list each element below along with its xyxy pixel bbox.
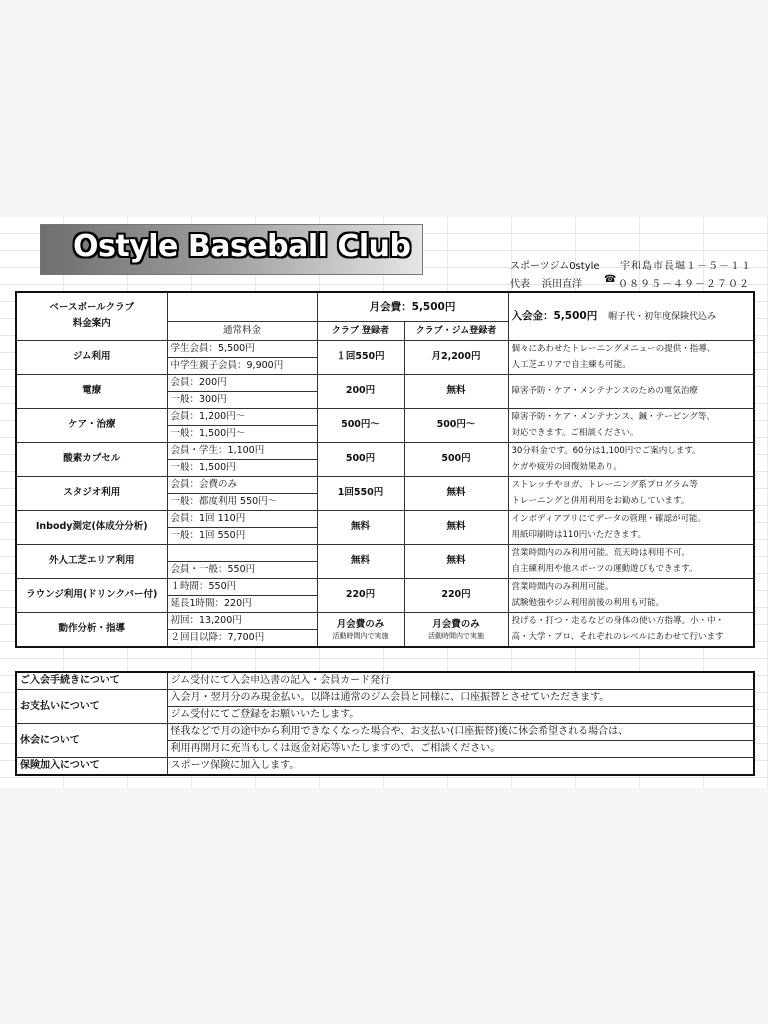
gym-fee-value: 500円 — [441, 453, 471, 464]
club-member-fee — [317, 476, 404, 510]
service-name: 電療 — [16, 374, 167, 408]
note-line: 人工芝エリアで自主練も可能。 — [511, 360, 631, 370]
info-text: ジム受付にて入会申込書の記入・会員カード発行 — [167, 672, 754, 690]
service-name: 動作分析・指導 — [16, 612, 167, 647]
club-member-fee — [317, 612, 404, 647]
gym-fee-value: 無料 — [446, 521, 466, 532]
gym-fee-value: 無料 — [446, 487, 466, 498]
normal-fee-line2: 延長1時間：220円 — [167, 595, 317, 612]
gym-fee-note: 活動時間内で実施 — [428, 631, 484, 640]
club-member-fee — [317, 510, 404, 544]
fee-row — [16, 340, 754, 357]
club-member-fee — [317, 578, 404, 612]
service-note — [508, 612, 754, 647]
note-line: 障害予防・ケア・メンテナンスのための電気治療 — [511, 386, 698, 396]
note-line: 障害予防・ケア・メンテナンス、鍼・テーピング等、 — [511, 412, 715, 422]
service-name: 外人工芝エリア利用 — [16, 544, 167, 578]
note-line: 自主練利用や他スポーツの運動遊びもできます。 — [511, 564, 698, 574]
fee-table — [15, 291, 755, 648]
normal-fee-line2: 会員・一般：550円 — [167, 561, 317, 578]
note-line: インボディアプリにてデータの管理・確認が可能。 — [511, 514, 706, 524]
normal-fee-line1: 会員：1回 110円 — [167, 510, 317, 527]
normal-fee-line2: 一般：1,500円～ — [167, 425, 317, 442]
gym-fee-value: 500円～ — [436, 419, 476, 430]
club-fee-value: １回550円 — [336, 351, 385, 362]
club-fee-value: 220円 — [345, 589, 376, 600]
club-fee-value: 無料 — [350, 521, 370, 532]
info-text: 入会月・翌月分のみ現金払い。以降は通常のジム会員と同様に、口座振替とさせていただきます。 — [167, 690, 754, 707]
contact-rep-name: 浜田直洋 — [542, 279, 582, 290]
club-logo-banner — [40, 224, 423, 275]
info-text: ジム受付にてご登録をお願いいたします。 — [167, 707, 754, 724]
service-note — [508, 340, 754, 374]
note-line: 30分料金です。60分は1,100円でご案内します。 — [511, 446, 701, 456]
info-table — [15, 671, 755, 776]
header-normal-fee: 通常料金 — [167, 321, 317, 340]
note-line: 試験勉強やジム利用前後の利用も可能。 — [511, 598, 665, 608]
info-label: 休会について — [16, 724, 167, 758]
fee-row — [16, 476, 754, 493]
service-name: ケア・治療 — [16, 408, 167, 442]
club-member-fee — [317, 408, 404, 442]
note-line: 営業時間内のみ利用可能。荒天時は利用不可。 — [511, 548, 691, 558]
club-member-fee — [317, 340, 404, 374]
header-admission-fee: 入会金：5,500円 — [511, 309, 598, 322]
contact-rep-label: 代表 — [510, 279, 530, 290]
phone-icon: ☎ — [604, 274, 617, 285]
service-note — [508, 578, 754, 612]
normal-fee-line2: ２回目以降：7,700円 — [167, 629, 317, 647]
normal-fee-line1: 学生会員：5,500円 — [167, 340, 317, 357]
club-gym-member-fee — [404, 408, 508, 442]
note-line: 営業時間内のみ利用可能。 — [511, 582, 614, 592]
normal-fee-line1 — [167, 544, 317, 561]
info-row — [16, 724, 754, 741]
info-text: 利用再開月に充当もしくは返金対応等いたしますので、ご相談ください。 — [167, 741, 754, 758]
fee-row — [16, 544, 754, 561]
normal-fee-line2: 一般：1回 550円 — [167, 527, 317, 544]
club-title: Ostyle Baseball Club — [73, 229, 411, 264]
header-club-member: クラブ 登録者 — [317, 321, 404, 340]
normal-fee-line1: 会員：200円 — [167, 374, 317, 391]
note-line: 用紙印刷時は110円いただきます。 — [511, 530, 647, 540]
info-row — [16, 758, 754, 776]
header-admission-cell — [508, 292, 754, 340]
club-fee-value: 500円 — [345, 453, 376, 464]
normal-fee-line2: 一般：300円 — [167, 391, 317, 408]
header-monthly-fee: 月会費：5,500円 — [317, 292, 508, 321]
note-line: 投げる・打つ・走るなどの身体の使い方指導。小・中・ — [511, 616, 725, 626]
normal-fee-line2: 中学生親子会員：9,900円 — [167, 357, 317, 374]
info-label: お支払いについて — [16, 690, 167, 724]
service-name: ジム利用 — [16, 340, 167, 374]
club-gym-member-fee — [404, 578, 508, 612]
note-line: ケガや疲労の回復効果あり。 — [511, 462, 622, 472]
normal-fee-line1: 会員：会費のみ — [167, 476, 317, 493]
info-label: ご入会手続きについて — [16, 672, 167, 690]
info-row — [16, 672, 754, 690]
normal-fee-line2: 一般：都度利用 550円～ — [167, 493, 317, 510]
header-col1-line2: 料金案内 — [72, 318, 111, 330]
normal-fee-line1: １時間：550円 — [167, 578, 317, 595]
gym-fee-value: 月会費のみ — [432, 618, 480, 630]
info-text: 怪我などで月の途中から利用できなくなった場合や、お支払い(口座振替)後に休会希望される場合は、 — [167, 724, 754, 741]
service-note — [508, 544, 754, 578]
gym-fee-value: 無料 — [446, 555, 466, 566]
club-gym-member-fee — [404, 612, 508, 647]
info-label: 保険加入について — [16, 758, 167, 776]
service-note — [508, 442, 754, 476]
club-member-fee — [317, 374, 404, 408]
club-gym-member-fee — [404, 442, 508, 476]
gym-fee-value: 220円 — [441, 589, 471, 600]
normal-fee-line1: 会員：1,200円～ — [167, 408, 317, 425]
service-note — [508, 374, 754, 408]
fee-row — [16, 408, 754, 425]
note-line: ストレッチやヨガ、トレーニング系プログラム等 — [511, 480, 698, 490]
club-member-fee — [317, 442, 404, 476]
fee-row — [16, 374, 754, 391]
note-line: 個々にあわせたトレーニングメニューの提供・指導、 — [511, 344, 716, 354]
gym-fee-value: 月2,200円 — [431, 351, 481, 362]
club-fee-value: 200円 — [345, 385, 376, 396]
header-admission-note: 帽子代・初年度保険代込み — [608, 311, 717, 322]
normal-fee-line1: 初回：13,200円 — [167, 612, 317, 629]
service-name: 酸素カプセル — [16, 442, 167, 476]
club-fee-note: 活動時間内で実施 — [332, 631, 389, 640]
info-text: スポーツ保険に加入します。 — [167, 758, 754, 776]
gym-fee-value: 無料 — [446, 385, 466, 396]
service-name: ラウンジ利用(ドリンクバー付) — [16, 578, 167, 612]
header-club-gym-member: クラブ・ジム登録者 — [404, 321, 508, 340]
club-gym-member-fee — [404, 476, 508, 510]
club-member-fee — [317, 544, 404, 578]
club-fee-value: 無料 — [350, 555, 370, 566]
club-fee-value: 月会費のみ — [336, 618, 385, 630]
info-row — [16, 690, 754, 707]
header-empty-cell — [167, 292, 317, 321]
club-gym-member-fee — [404, 544, 508, 578]
club-fee-value: 500円～ — [341, 419, 380, 430]
contact-gym-name: スポーツジム0style — [510, 261, 600, 272]
contact-address: 宇和島市長堀１－５－１１ — [620, 261, 752, 272]
note-line: 対応できます。ご相談ください。 — [511, 428, 639, 438]
header-col1-line1: ベースボールクラブ — [49, 302, 135, 314]
note-line: トレーニングと併用利用をお勧めしています。 — [511, 496, 690, 506]
service-note — [508, 510, 754, 544]
service-note — [508, 476, 754, 510]
normal-fee-line2: 一般：1,500円 — [167, 459, 317, 476]
fee-row — [16, 578, 754, 595]
service-name: Inbody測定(体成分分析) — [16, 510, 167, 544]
service-note — [508, 408, 754, 442]
club-gym-member-fee — [404, 374, 508, 408]
fee-row — [16, 612, 754, 629]
note-line: 高・大学・プロ、それぞれのレベルにあわせて行います — [511, 632, 724, 642]
club-gym-member-fee — [404, 340, 508, 374]
normal-fee-line1: 会員・学生：1,100円 — [167, 442, 317, 459]
fee-row — [16, 510, 754, 527]
fee-row — [16, 442, 754, 459]
contact-phone: ０８９５－４９－２７０２ — [618, 279, 750, 290]
service-name: スタジオ利用 — [16, 476, 167, 510]
club-gym-member-fee — [404, 510, 508, 544]
header-club-fee-guide — [16, 292, 167, 340]
club-fee-value: 1回550円 — [337, 487, 384, 498]
